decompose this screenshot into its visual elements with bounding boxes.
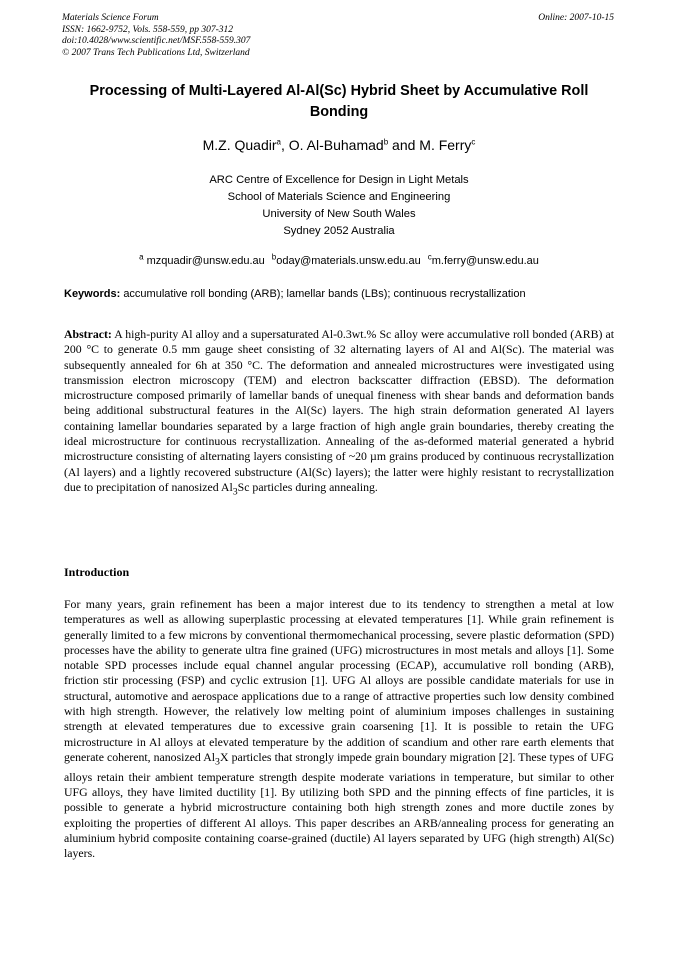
section-heading-introduction: Introduction (64, 565, 130, 579)
author-name: O. Al-Buhamad (288, 137, 384, 153)
keywords-label: Keywords: (64, 288, 121, 300)
journal-header (62, 13, 614, 59)
email-list (64, 253, 614, 269)
email-superscript: b (271, 252, 277, 262)
email-address[interactable]: m.ferry@unsw.edu.au (431, 255, 539, 267)
online-date: Online: 2007-10-15 (538, 13, 614, 23)
copyright-line: © 2007 Trans Tech Publications Ltd, Switzerland (62, 47, 250, 58)
keywords-text: accumulative roll bonding (ARB); lamellar bands (LBs); continuous recrystallization (123, 288, 526, 300)
formula-subscript: 3 (215, 756, 220, 768)
abstract-label: Abstract: (64, 327, 112, 341)
author-name: M.Z. Quadir (202, 137, 277, 153)
author-separator: , (280, 137, 289, 153)
issn-line: ISSN: 1662-9752, Vols. 558-559, pp 307-312 (62, 24, 233, 35)
affiliation-block (64, 172, 614, 240)
email-address[interactable]: oday@materials.unsw.edu.au (276, 255, 421, 267)
formula-element: X (219, 749, 229, 764)
intro-text: particles that strongly impede grain boundary migration [2]. These types of UFG alloys retain their ambient temperature strength despite moderate variations in temperature, but similar to other UFG alloys, they have limited ductility [1]. By utilizing both SPD and the pinning effects of fine particles, it is possible to generate a hybrid microstructure containing both high strength zones and more ductile zones by exploiting the properties of different Al alloys. This paper describes an ARB/annealing process for generating an aluminium hybrid composite containing coarse-grained (ductile) Al layers separated by UFG (high strength) Al(Sc) layers. (64, 749, 614, 861)
author-list (64, 136, 614, 154)
intro-text: For many years, grain refinement has been a major interest due to its tendency to strengthen a metal at low temperatures as well as allowing superplastic processing at elevated temperatures [1]. While grain refinement is generally limited to a few microns by conventional thermomechanical processing, severe plastic deformation (SPD) processes have the ability to generate ultra fine grained (UFG) microstructures in most metals and alloys [1]. Some notable SPD processes include equal channel angular processing (ECAP), accumulative roll bonding (ARB), friction stir processing (FSP) and cyclic extrusion [1]. UFG Al alloys are possible candidate materials for use in structural, automotive and aerospace applications due to a range of attractive properties such low density combined with high strength. However, the relatively low melting point of aluminium imposes challenges in sustaining strength at elevated temperatures due to excessive grain coarsening [1]. It is possible to retain the UFG microstructure in Al alloys at elevated temperature by the addition of scandium and other rare earth elements that generate coherent, nanosized (64, 597, 614, 764)
author-superscript: c (471, 137, 476, 147)
email-superscript: c (427, 252, 432, 262)
formula-al3sc (220, 479, 250, 498)
abstract-paragraph (64, 327, 614, 500)
affiliation-line: Sydney 2052 Australia (283, 225, 395, 237)
formula-element: Al (203, 749, 216, 764)
keywords-line (64, 287, 616, 302)
formula-element: Al (220, 479, 233, 494)
author-superscript: a (276, 137, 281, 147)
abstract-tail: particles during annealing. (249, 479, 378, 494)
affiliation-line: School of Materials Science and Engineering (227, 191, 451, 203)
affiliation-line: University of New South Wales (262, 208, 416, 220)
formula-subscript: 3 (232, 486, 238, 498)
journal-name: Materials Science Forum (62, 13, 159, 23)
email-superscript: a (139, 252, 144, 262)
author-superscript: b (383, 137, 389, 147)
doi-line[interactable]: doi:10.4028/www.scientific.net/MSF.558-559.307 (62, 36, 251, 47)
introduction-paragraph (64, 597, 614, 861)
email-address[interactable]: mzquadir@unsw.edu.au (146, 255, 265, 267)
author-separator: and (388, 137, 420, 153)
author-name: M. Ferry (419, 137, 472, 153)
abstract-text: A high-purity Al alloy and a supersaturated Al-0.3wt.% Sc alloy were accumulative roll bonded (ARB) at 200 °C to generate 0.5 mm gauge sheet consisting of 32 alternating layers of Al and Al(Sc). The material was subsequently annealed for 6h at 350 °C. The deformation and annealed microstructures were investigated using transmission electron microscopy (TEM) and electron backscatter diffraction (EBSD). The deformation microstructure composed primarily of lamellar bands of unequal fineness with shear bands and deformation bands being additional substructural features in the Al(Sc) layers. The high strain deformation generated Al layers containing lamellar boundaries separated by a large fraction of high angle grain boundaries, thereby creating the ideal microstructure for continuous recrystallization. Annealing of the as-deformed material generated a hybrid microstructure consisting of alternating layers consisting of ~20 µm grains produced by continuous recrystallization (Al layers) and a lightly recovered substructure (Al(Sc) layers); the latter were highly resistant to recrystallization due to precipitation of nanosized (64, 327, 614, 494)
formula-element: Sc (237, 479, 250, 494)
affiliation-line: ARC Centre of Excellence for Design in Light Metals (209, 174, 469, 186)
formula-al3x (203, 749, 229, 768)
paper-title: Processing of Multi-Layered Al-Al(Sc) Hybrid Sheet by Accumulative Roll Bonding (89, 83, 589, 120)
